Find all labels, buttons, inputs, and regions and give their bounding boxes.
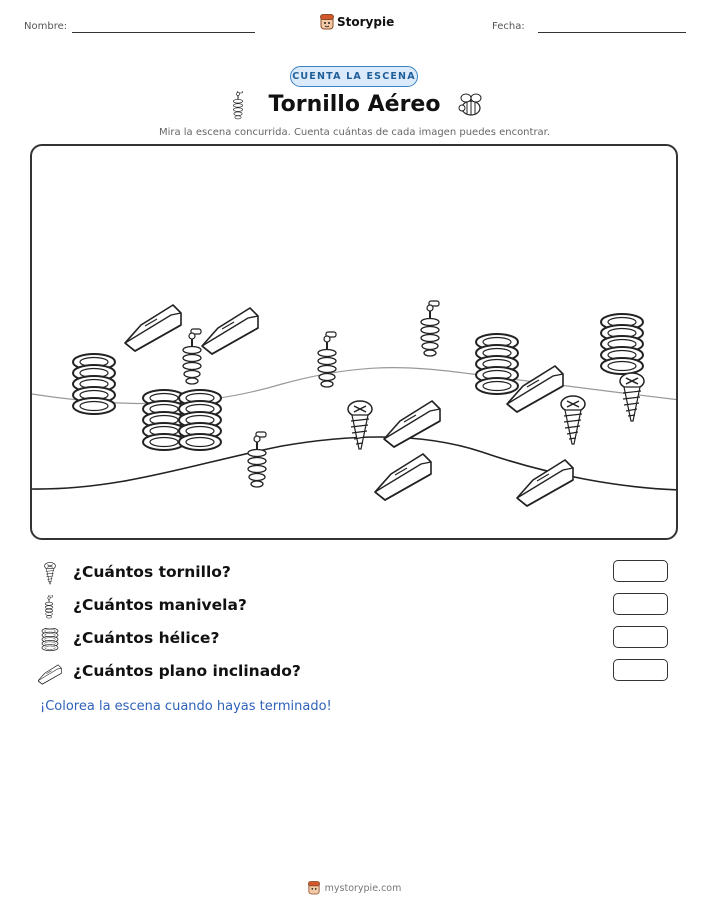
bee-icon	[456, 91, 486, 119]
question-row	[38, 593, 678, 621]
wedge-6	[517, 460, 573, 506]
instructions: Mira la escena concurrida. Cuenta cuántas de cada imagen puedes encontrar.	[158, 127, 551, 138]
screw-1	[348, 401, 372, 449]
date-label: Fecha:	[492, 21, 525, 32]
screw-3	[620, 373, 644, 421]
question-text: ¿Cuántos plano inclinado?	[73, 662, 301, 680]
screw-icon	[38, 562, 62, 586]
crank-2	[318, 332, 336, 387]
name-label: Nombre:	[24, 21, 68, 32]
answer-box-screw[interactable]	[613, 560, 668, 582]
storypie-mascot-icon	[320, 14, 334, 30]
crank-4	[248, 432, 266, 487]
footer	[0, 881, 709, 895]
question-text: ¿Cuántos hélice?	[73, 629, 220, 647]
footer-url[interactable]: mystorypie.com	[324, 882, 402, 894]
question-row	[38, 626, 678, 654]
activity-badge: CUENTA LA ESCENA	[290, 66, 418, 87]
date-field[interactable]	[538, 32, 686, 33]
helix-1	[73, 354, 115, 414]
coloring-note: ¡Colorea la escena cuando hayas terminado!	[40, 699, 332, 714]
scene-illustration	[32, 146, 678, 540]
crank-icon	[38, 595, 62, 619]
page-title: Tornillo Aéreo	[268, 92, 441, 117]
question-text: ¿Cuántos tornillo?	[73, 563, 231, 581]
question-text: ¿Cuántos manivela?	[73, 596, 247, 614]
storypie-mascot-icon	[308, 881, 320, 895]
helix-icon	[38, 628, 62, 652]
wedge-2	[202, 308, 258, 354]
helix-5	[601, 314, 643, 374]
wedge-4	[375, 454, 431, 500]
brand-logo	[320, 14, 394, 30]
name-field[interactable]	[72, 32, 255, 33]
answer-box-inclined-plane[interactable]	[613, 659, 668, 681]
answer-box-crank[interactable]	[613, 593, 668, 615]
crank-1	[183, 329, 201, 384]
inclined-plane-icon	[38, 661, 62, 685]
scene-frame[interactable]	[30, 144, 678, 540]
wedge-1	[125, 305, 181, 351]
answer-box-helix[interactable]	[613, 626, 668, 648]
brand-name: Storypie	[337, 15, 395, 29]
ground-line	[32, 437, 678, 490]
helix-3	[179, 390, 221, 450]
helix-4	[476, 334, 518, 394]
screw-2	[561, 396, 585, 444]
crank-3	[421, 301, 439, 356]
question-row	[38, 560, 678, 588]
question-row	[38, 659, 678, 687]
